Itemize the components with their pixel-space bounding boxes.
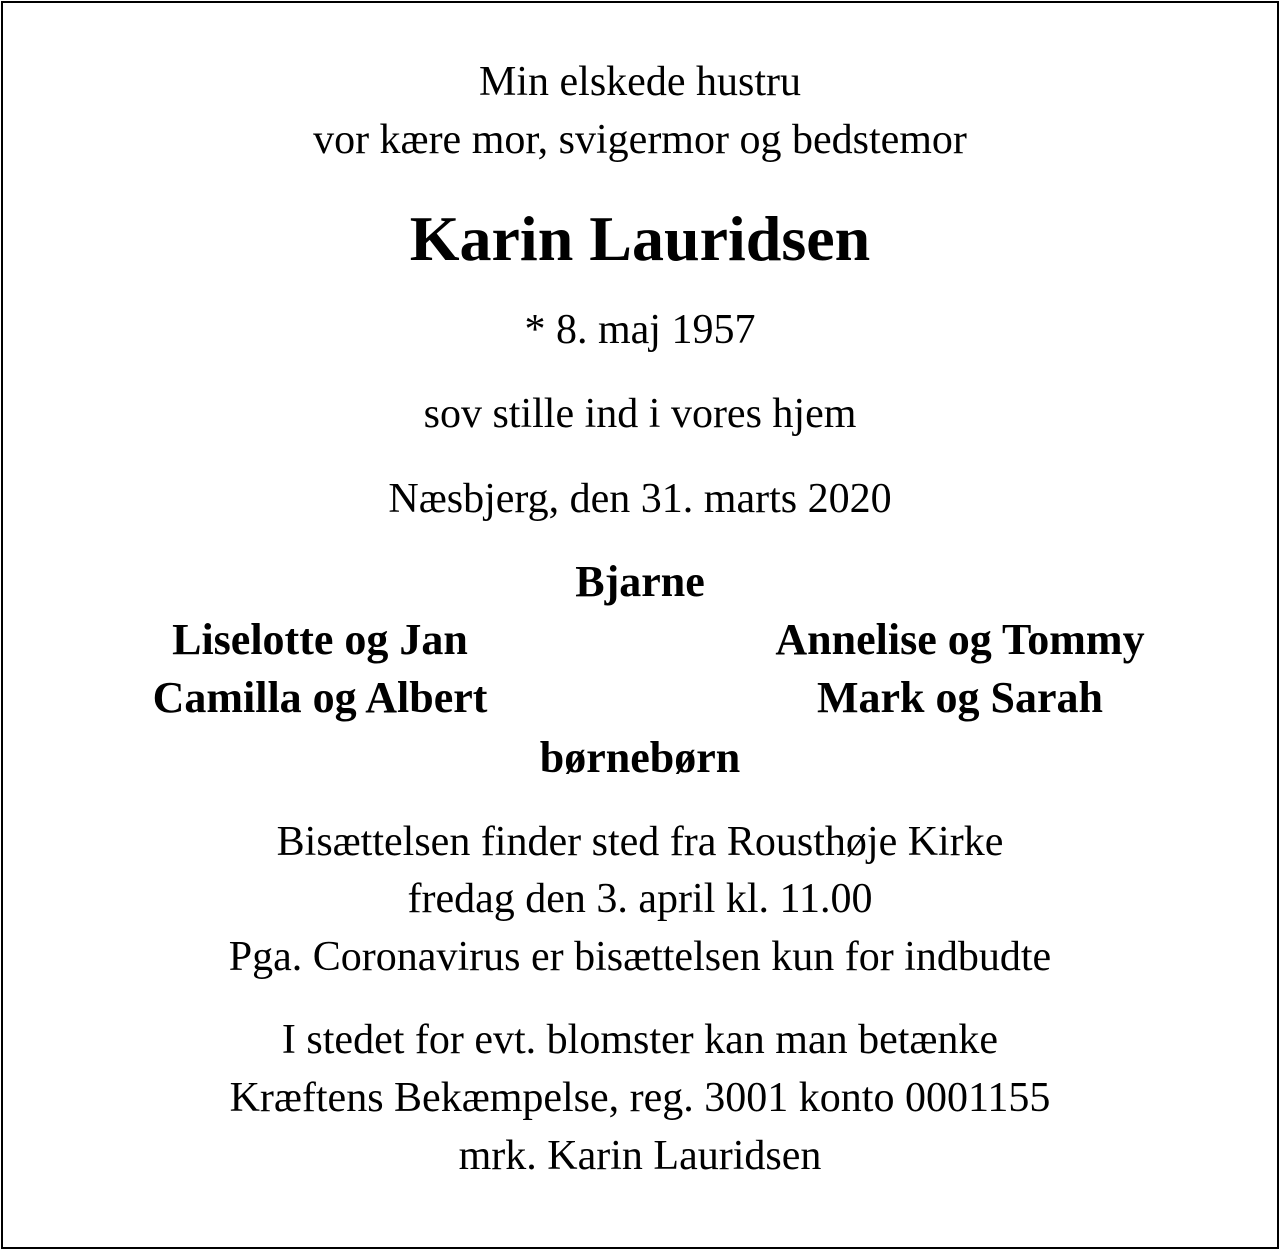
donation-line-3: mrk. Karin Lauridsen (458, 1133, 822, 1179)
child-left-2: Camilla og Albert (152, 673, 488, 722)
deceased-name: Karin Lauridsen (409, 203, 871, 274)
intro-line-1: Min elskede hustru (479, 59, 801, 105)
donation-line-2: Kræftens Bekæmpelse, reg. 3001 konto 0001155 (229, 1075, 1051, 1121)
spouse-name: Bjarne (575, 557, 705, 606)
intro-line-2: vor kære mor, svigermor og bedstemor (313, 117, 967, 163)
passing-text: sov stille ind i vores hjem (423, 391, 857, 437)
place-date: Næsbjerg, den 31. marts 2020 (388, 476, 892, 522)
child-left-1: Liselotte og Jan (172, 615, 468, 664)
funeral-line-3: Pga. Coronavirus er bisættelsen kun for indbudte (228, 934, 1052, 980)
child-right-2: Mark og Sarah (817, 673, 1103, 722)
donation-line-1: I stedet for evt. blomster kan man betænke (281, 1017, 999, 1063)
funeral-line-1: Bisættelsen finder sted fra Rousthøje Kirke (276, 819, 1004, 865)
birth-date: * 8. maj 1957 (524, 307, 756, 353)
grandchildren-label: børnebørn (539, 733, 741, 782)
child-right-1: Annelise og Tommy (775, 615, 1145, 664)
funeral-line-2: fredag den 3. april kl. 11.00 (407, 876, 873, 922)
